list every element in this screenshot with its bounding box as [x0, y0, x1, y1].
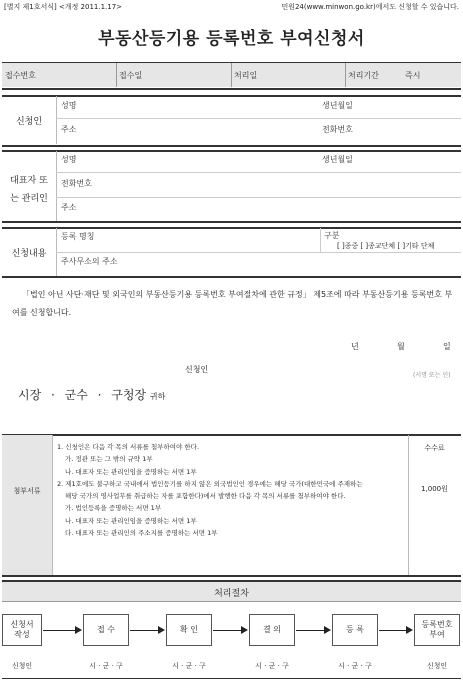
applicant-address-field[interactable] [120, 121, 315, 141]
step-label: 결 의 [263, 624, 281, 634]
applicant-birth-label: 생년월일 [322, 101, 353, 110]
arrow-right-icon [324, 626, 331, 634]
representative-birth-label: 생년월일 [322, 155, 353, 164]
applicant-birth-field[interactable] [365, 98, 459, 116]
representative-address-field[interactable] [120, 199, 459, 219]
step-actor: 시 · 군 · 구 [255, 662, 289, 670]
step-receive [83, 614, 129, 646]
step-register [332, 614, 378, 646]
office-address-label: 주사무소의 주소 [61, 257, 118, 266]
date-month: 월 [397, 342, 405, 351]
receipt-number-label: 접수번호 [5, 71, 36, 80]
application-statement: 「법인 아닌 사단·재단 및 외국인의 부동산등기용 등록번호 부여절차에 관한 규정」 제5조에 따라 부동산등기용 등록번호 부여를 신청합니다. [12, 290, 453, 317]
step-write-application [2, 614, 42, 646]
form-number: [별지 제1호서식] <개정 2011.1.17> [4, 3, 123, 11]
attachment-line: 1. 신청인은 다음 각 목의 서류를 첨부하여야 한다. [57, 443, 200, 451]
fee-value: 1,000원 [421, 485, 448, 493]
date-year: 년 [351, 342, 359, 351]
step-actor: 신청인 [11, 662, 33, 670]
page-title: 부동산등기용 등록번호 부여신청서 [98, 29, 365, 49]
applicant-address-label: 주소 [61, 125, 77, 134]
attachment-line: 나. 대표자 또는 관리인임을 증명하는 서면 1부 [65, 516, 197, 525]
arrow-right-icon [241, 626, 248, 634]
attachments-label: 첨부서류 [13, 487, 41, 495]
step-actor: 시 · 군 · 구 [338, 662, 372, 670]
representative-name-field[interactable] [120, 152, 315, 170]
addressee [18, 386, 165, 403]
signature-applicant-label: 신청인 [185, 365, 209, 374]
step-actor: 신청인 [426, 662, 448, 670]
online-notice: 민원24(www.minwon.go.kr)에서도 신청할 수 있습니다. [281, 3, 459, 11]
process-date-label: 처리일 [234, 71, 258, 80]
step-label: 등 록 [346, 624, 364, 634]
step-resolve [249, 614, 295, 646]
step-label: 부여 [429, 630, 445, 639]
step-verify [166, 614, 212, 646]
step-actor: 시 · 군 · 구 [172, 662, 206, 670]
sign-or-seal-note: (서명 또는 인) [413, 372, 451, 379]
step-label: 등록번호 [421, 619, 453, 629]
registration-name-field[interactable] [120, 229, 315, 249]
request-section-label: 신청내용 [11, 249, 47, 259]
arrow-right-icon [75, 626, 82, 634]
attachments-list [57, 441, 402, 539]
attachment-line: 가. 정관 또는 그 밖의 규약 1부 [65, 455, 153, 464]
procedure-title: 처리절차 [214, 589, 249, 599]
addressee-main: 시장 · 군수 · 구청장 [18, 388, 147, 402]
fee-label: 수수료 [424, 444, 445, 452]
arrow-right-icon [406, 626, 413, 634]
applicant-section-label: 신청인 [15, 117, 43, 127]
attachments-label-cell [2, 435, 52, 575]
representative-phone-label: 전화번호 [61, 179, 92, 188]
category-label: 구분 [324, 231, 340, 240]
representative-label-line2: 는 관리인 [10, 194, 48, 204]
representative-phone-field[interactable] [120, 175, 459, 195]
arrow-right-icon [158, 626, 165, 634]
office-address-field[interactable] [135, 254, 459, 274]
attachment-line: 2. 제1호에도 불구하고 국내에서 법인등기를 하지 않은 외국법인인 경우에는 해당 국가(대한민국에 주재하는 [57, 479, 363, 488]
attachment-line: 가. 법인등록을 증명하는 서면 1부 [65, 504, 162, 513]
applicant-name-field[interactable] [120, 98, 315, 116]
representative-birth-field[interactable] [365, 152, 459, 170]
category-options[interactable]: [ ]종중 [ ]종교단체 [ ]기타 단체 [337, 242, 435, 250]
process-period-label: 처리기간 [348, 71, 379, 80]
applicant-phone-field[interactable] [365, 121, 459, 141]
representative-section-label [2, 172, 56, 208]
step-actor: 시 · 군 · 구 [89, 662, 123, 670]
step-label: 신청서 [10, 619, 34, 629]
registration-name-label: 등록 명칭 [61, 232, 95, 241]
addressee-suffix: 귀하 [149, 392, 166, 401]
representative-address-label: 주소 [61, 203, 77, 212]
date-day: 일 [443, 342, 451, 351]
process-period-value: 즉시 [405, 71, 421, 80]
step-assign-number [414, 614, 460, 646]
attachment-line: 나. 대표자 또는 관리인임을 증명하는 서면 1부 [65, 467, 197, 476]
applicant-name-label: 성명 [61, 101, 77, 110]
representative-label-line1: 대표자 또 [10, 176, 48, 186]
attachment-line: 다. 대표자 또는 관리인의 주소지를 증명하는 서면 1부 [65, 529, 218, 538]
attachment-line: 해당 국가의 영사업무를 취급하는 자를 포함한다)에서 발행한 다음 각 목의 서류를 첨부하여야 한다. [65, 492, 346, 501]
applicant-phone-label: 전화번호 [322, 125, 353, 134]
step-label: 작성 [14, 630, 30, 639]
representative-name-label: 성명 [61, 155, 77, 164]
step-label: 확 인 [180, 624, 198, 634]
receipt-date-label: 접수일 [119, 71, 143, 80]
step-label: 접 수 [97, 624, 115, 634]
